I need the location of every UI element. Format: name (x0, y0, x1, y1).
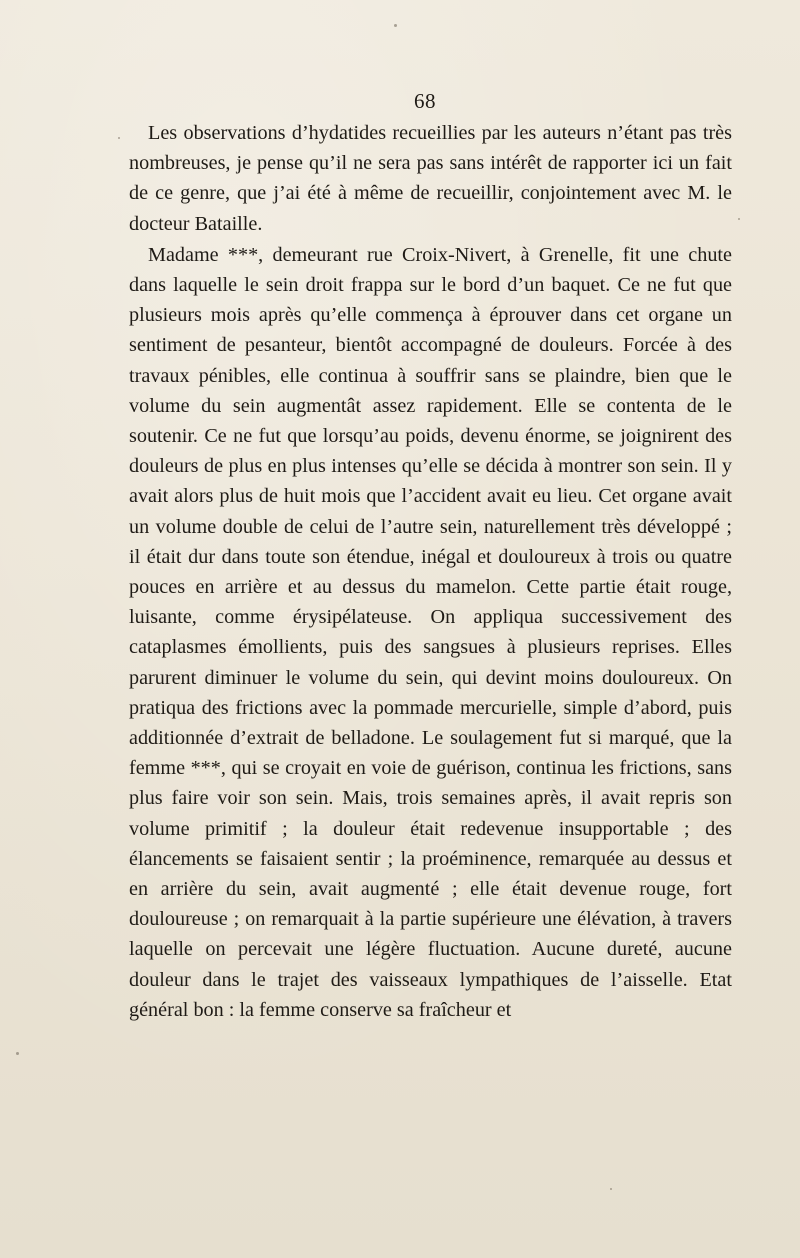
paper-speck (16, 1052, 19, 1055)
paper-speck (610, 1188, 612, 1190)
paper-speck (738, 218, 740, 220)
paragraph-case-report: Madame ***, demeurant rue Croix-Nivert, à Grenelle, fit une chute dans laquelle le sein droit frappa sur le bord d’un baquet. Ce ne fut que plusieurs mois après qu’elle commença à éprouver dans cet organe un sentiment de pesanteur, bientôt accompagné de douleurs. Forcée à des travaux pénibles, elle continua à souffrir sans se plaindre, bien que le volume du sein augmentât assez rapidement. Elle se contenta de le soutenir. Ce ne fut que lorsqu’au poids, devenu énorme, se joignirent des douleurs de plus en plus intenses qu’elle se décida à montrer son sein. Il y avait alors plus de huit mois que l’accident avait eu lieu. Cet organe avait un volume double de celui de l’autre sein, naturellement très développé ; il était dur dans toute son étendue, inégal et douloureux à trois ou quatre pouces en arrière et au dessus du mamelon. Cette partie était rouge, luisante, comme érysipélateuse. On appliqua successivement des cataplasmes émollients, puis des sangsues à plusieurs reprises. Elles parurent diminuer le volume du sein, qui devint moins douloureux. On pratiqua des frictions avec la pommade mercurielle, simple d’abord, puis additionnée d’extrait de belladone. Le soulagement fut si marqué, que la femme ***, qui se croyait en voie de guérison, continua les frictions, sans plus faire voir son sein. Mais, trois semaines après, il avait repris son volume primitif ; la douleur était redevenue insupportable ; des élancements se faisaient sentir ; la proéminence, remarquée au dessus et en arrière du sein, avait augmenté ; elle était devenue rouge, fort douloureuse ; on remarquait à la partie supérieure une élévation, à travers laquelle on percevait une légère fluctuation. Aucune dureté, aucune douleur dans le trajet des vaisseaux lympathiques de l’aisselle. Etat général bon : la femme conserve sa fraîcheur et (129, 243, 732, 1021)
paper-speck (394, 24, 397, 27)
body-text (129, 118, 732, 1025)
paper-speck (118, 137, 120, 139)
page-number: 68 (414, 89, 436, 113)
paragraph-intro: Les observations d’hydatides recueillies par les auteurs n’étant pas très nombreuses, je pense qu’il ne sera pas sans intérêt de rapporter ici un fait de ce genre, que j’ai été à même de recueillir, conjointement avec M. le docteur Bataille. (129, 122, 732, 235)
